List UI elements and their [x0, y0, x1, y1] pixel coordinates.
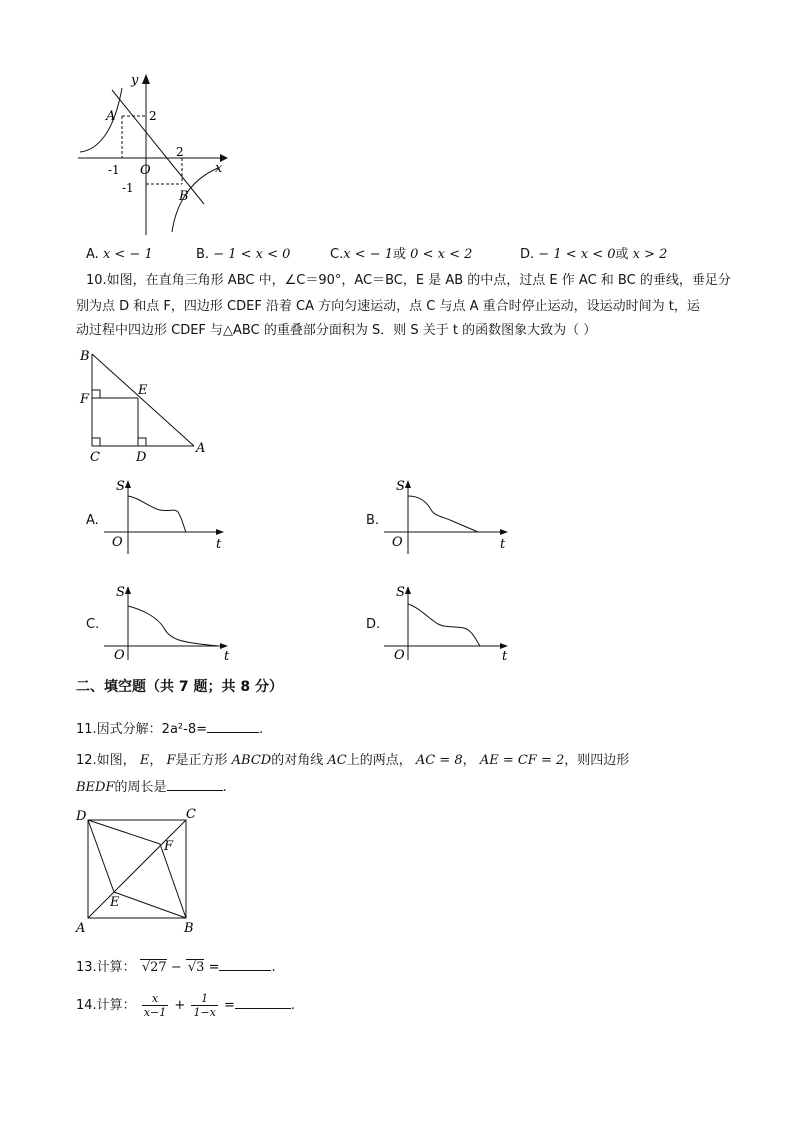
y-axis-arrow — [142, 74, 150, 84]
svg-text:t: t — [224, 649, 230, 662]
label-c: C — [186, 807, 196, 822]
point-a-label: A — [106, 109, 116, 124]
svg-text:S: S — [396, 585, 405, 600]
q10-question-line-2: 别为点 D 和点 F，四边形 CDEF 沿着 CA 方向匀速运动，点 C 与点 A 重合时停止运动，设运动时间为 t，运 — [76, 299, 700, 314]
section-2-heading: 二、填空题（共 7 题；共 8 分） — [76, 679, 283, 695]
q9-function-graph — [70, 70, 230, 240]
tick-y-2: 2 — [149, 109, 157, 123]
q10-choice-a-label[interactable]: A. — [86, 513, 99, 528]
hyperbola-branch-left — [80, 88, 122, 152]
q10-choice-b-label[interactable]: B. — [366, 513, 380, 528]
q9-option-a[interactable]: A. x < − 1 — [86, 247, 153, 262]
x-axis-label: x — [215, 161, 223, 176]
q11-question: 11.因式分解：2a²-8= . — [76, 722, 264, 737]
q12-question-line-2: BEDF的周长是 . — [76, 780, 227, 795]
q11-answer-blank[interactable] — [207, 720, 259, 733]
label-a: A — [76, 921, 86, 936]
label-e: E — [110, 895, 120, 910]
svg-text:S: S — [116, 479, 125, 494]
svg-text:t: t — [502, 649, 508, 662]
tick-x-2: 2 — [176, 145, 184, 159]
q10-question-line-1: 10.如图，在直角三角形 ABC 中，∠C＝90°，AC＝BC，E 是 AB 的中点，过点 E 作 AC 和 BC 的垂线，垂足分 — [86, 273, 731, 288]
q13-question: 13.计算： √27 − √3 = . — [76, 960, 276, 975]
label-b: B — [184, 921, 194, 936]
origin-label: O — [140, 163, 151, 178]
q10-choice-c-graph[interactable] — [100, 582, 236, 662]
q10-choice-d-graph[interactable] — [380, 582, 514, 662]
q9-option-c[interactable]: C.x < − 1或 0 < x < 2 — [330, 247, 473, 262]
q13-answer-blank[interactable] — [219, 958, 271, 971]
svg-text:O: O — [114, 648, 125, 662]
q12-answer-blank[interactable] — [167, 778, 223, 791]
q10-question-line-3: 动过程中四边形 CDEF 与△ABC 的重叠部分面积为 S．则 S 关于 t 的函数图象大致为（ ） — [76, 323, 597, 338]
q10-choice-b-graph[interactable] — [380, 476, 514, 556]
tick-x-neg1: -1 — [108, 163, 120, 177]
label-b: B — [80, 349, 90, 364]
q14-answer-blank[interactable] — [235, 996, 291, 1009]
svg-text:t: t — [216, 537, 222, 552]
y-axis-label: y — [131, 73, 139, 88]
label-e: E — [138, 383, 148, 398]
svg-text:O: O — [392, 535, 403, 550]
svg-text:t: t — [500, 537, 506, 552]
label-d: D — [136, 450, 147, 464]
label-d: D — [76, 809, 87, 824]
q12-square-figure — [74, 806, 204, 936]
tick-y-neg1: -1 — [122, 181, 134, 195]
label-c: C — [90, 450, 100, 464]
label-a: A — [196, 441, 206, 456]
label-f: F — [164, 839, 174, 854]
svg-text:S: S — [396, 479, 405, 494]
svg-text:O: O — [112, 535, 123, 550]
svg-text:O: O — [394, 648, 405, 662]
q10-triangle-figure — [74, 346, 214, 464]
q10-choice-c-label[interactable]: C. — [86, 617, 100, 632]
q12-question-line-1: 12.如图， E， F是正方形 ABCD的对角线 AC上的两点， AC = 8， AE = CF = 2，则四边形 — [76, 753, 630, 768]
q14-question: 14.计算： $\frac{x}{x-1}$ + $\frac{1}{1-x}$ = . — [76, 992, 296, 1019]
q9-option-b[interactable]: B. − 1 < x < 0 — [196, 247, 291, 262]
q10-choice-d-label[interactable]: D. — [366, 617, 381, 632]
point-b-label: B — [179, 189, 189, 204]
q10-choice-a-graph[interactable] — [100, 476, 230, 556]
q9-option-d[interactable]: D. − 1 < x < 0或 x > 2 — [520, 247, 668, 262]
label-f: F — [80, 392, 90, 407]
svg-text:S: S — [116, 585, 125, 600]
